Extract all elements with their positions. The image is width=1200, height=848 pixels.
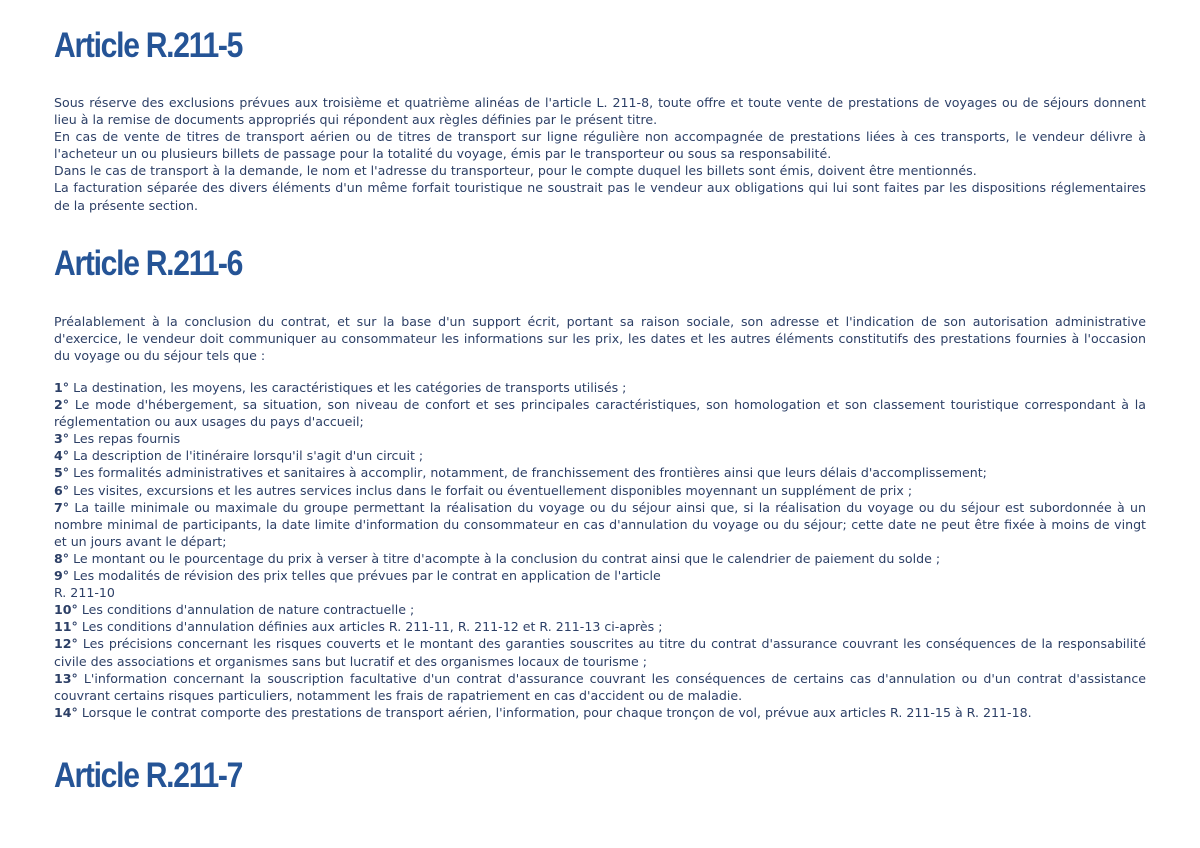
list-item (54, 601, 1146, 618)
item-text: Les repas fournis (73, 431, 181, 447)
list-item (54, 618, 1146, 635)
list-item (54, 464, 1146, 481)
item-text: Lorsque le contrat comporte des prestations de transport aérien, l'information, pour chaque tronçon de vol, prévue aux articles R. 211-15 à R. 211-18. (81, 704, 1032, 720)
paragraph: La facturation séparée des divers éléments d'un même forfait touristique ne soustrait pas le vendeur aux obligations qui lui sont faites par les dispositions réglementaires de la présente section. (54, 180, 1146, 213)
list-item (54, 550, 1146, 567)
item-number: 14° (54, 704, 78, 720)
paragraph: Préalablement à la conclusion du contrat, et sur la base d'un support écrit, portant sa raison sociale, son adresse et l'indication de son autorisation administrative d'exercice, le vendeur doit communiquer au consommateur les informations sur les prix, les dates et les autres éléments constitutifs des prestations fournies à l'occasion du voyage ou du séjour tels que : (54, 314, 1146, 364)
item-number: 6° (54, 482, 70, 498)
item-number: 7° (54, 499, 70, 515)
article-title-r211-6: Article R.211-6 (54, 244, 243, 283)
list-item (54, 567, 1146, 584)
item-number: 13° (54, 670, 78, 686)
item-text: Les conditions d'annulation définies aux articles R. 211-11, R. 211-12 et R. 211-13 ci-après ; (81, 619, 663, 635)
item-number: 5° (54, 465, 70, 481)
article-intro-r211-6 (54, 313, 1146, 364)
item-text: Le mode d'hébergement, sa situation, son niveau de confort et ses principales caractéristiques, son homologation et son classement touristique correspondant à la réglementation ou aux usages du pays d'accueil; (54, 397, 1146, 430)
list-item (54, 635, 1146, 669)
item-text: L'information concernant la souscription facultative d'un contrat d'assurance couvrant les conséquences de certains cas d'annulation ou d'un contrat d'assistance couvrant certains risques particuliers, notamment les frais de rapatriement en cas d'accident ou de maladie. (54, 670, 1146, 703)
item-number: 4° (54, 448, 70, 464)
item-text: Les précisions concernant les risques couverts et le montant des garanties souscrites au titre du contrat d'assurance couvrant les conséquences de la responsabilité civile des associations et organismes sans but lucratif et des organismes locaux de tourisme ; (54, 636, 1146, 669)
item-text: Le montant ou le pourcentage du prix à verser à titre d'acompte à la conclusion du contrat ainsi que le calendrier de paiement du solde ; (73, 550, 941, 566)
list-item (54, 379, 1146, 396)
item-number: 10° (54, 602, 78, 618)
item-number: 3° (54, 431, 70, 447)
item-text: Les formalités administratives et sanitaires à accomplir, notamment, de franchissement des frontières ainsi que leurs délais d'accomplissement; (73, 465, 987, 481)
paragraph: Dans le cas de transport à la demande, le nom et l'adresse du transporteur, pour le compte duquel les billets sont émis, doivent être mentionnés. (54, 163, 977, 179)
item-number: 9° (54, 568, 70, 584)
item-number: 8° (54, 550, 70, 566)
list-item (54, 670, 1146, 704)
item-text: Les modalités de révision des prix telles que prévues par le contrat en application de l'article (73, 568, 661, 584)
item-number: 2° (54, 397, 70, 413)
paragraph: Sous réserve des exclusions prévues aux troisième et quatrième alinéas de l'article L. 211-8, toute offre et toute vente de prestations de voyages ou de séjours donnent lieu à la remise de documents appropriés qui répondent aux règles définies par le présent titre. (54, 95, 1146, 128)
item-text: La taille minimale ou maximale du groupe permettant la réalisation du voyage ou du séjour ainsi que, si la réalisation du voyage ou du séjour est subordonnée à un nombre minimal de participants, la date limite d'information du consommateur en cas d'annulation du voyage ou du séjour; cette date ne peut être fixée à moins de vingt et un jours avant le départ; (54, 499, 1146, 549)
list-item (54, 704, 1146, 721)
article-list-r211-6 (54, 379, 1146, 721)
item-text: La description de l'itinéraire lorsqu'il s'agit d'un circuit ; (73, 448, 424, 464)
item-number: 12° (54, 636, 78, 652)
article-body-r211-5 (54, 94, 1146, 214)
article-title-r211-7: Article R.211-7 (54, 756, 243, 795)
item-text: Les conditions d'annulation de nature contractuelle ; (81, 602, 415, 618)
list-item-continuation: R. 211-10 (54, 585, 115, 601)
item-number: 1° (54, 380, 70, 395)
article-title-r211-5: Article R.211-5 (54, 26, 243, 65)
list-item (54, 499, 1146, 550)
list-item (54, 430, 1146, 447)
item-text: La destination, les moyens, les caractéristiques et les catégories de transports utilisés ; (73, 380, 627, 395)
item-text: Les visites, excursions et les autres services inclus dans le forfait ou éventuellement disponibles moyennant un supplément de prix ; (73, 482, 913, 498)
paragraph: En cas de vente de titres de transport aérien ou de titres de transport sur ligne régulière non accompagnée de prestations liées à ces transports, le vendeur délivre à l'acheteur un ou plusieurs billets de passage pour la totalité du voyage, émis par le transporteur ou sous sa responsabilité. (54, 129, 1146, 162)
list-item (54, 482, 1146, 499)
list-item (54, 396, 1146, 430)
item-number: 11° (54, 619, 78, 635)
list-item (54, 447, 1146, 464)
